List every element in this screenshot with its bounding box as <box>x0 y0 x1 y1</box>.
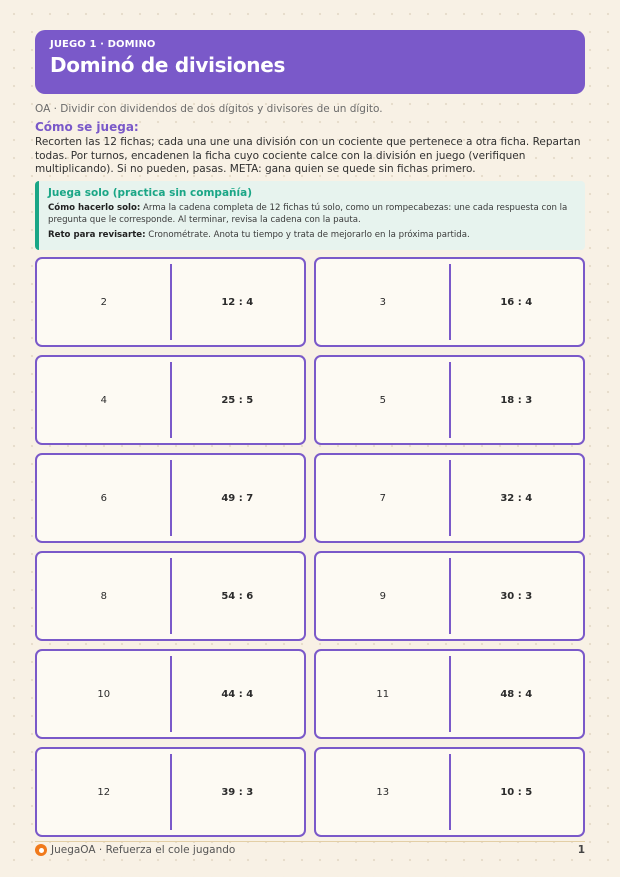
how-to-play-heading: Cómo se juega: <box>35 120 139 134</box>
page-number: 1 <box>577 844 585 856</box>
tile-divider <box>170 264 172 340</box>
domino-tile <box>314 649 585 739</box>
rules-text: Recorten las 12 fichas; cada una une una división con un cociente que pertenece a otra ficha. Repartan todas. Por turnos, encadenen la ficha cuyo cociente calce con la división en juego (verifiquen multiplicando). Si no pueden, pasas. META: gana quien se quede sin fichas primero. <box>35 136 581 175</box>
tile-divider <box>449 656 451 732</box>
target-logo-icon <box>35 844 47 856</box>
domino-tile <box>314 355 585 445</box>
domino-tile <box>314 551 585 641</box>
tile-answer: 3 <box>379 296 386 308</box>
footer-brand: JuegaOA · Refuerza el cole jugando <box>51 844 236 856</box>
domino-tile <box>314 257 585 347</box>
tile-divider <box>170 754 172 830</box>
tile-division: 44 : 4 <box>221 688 254 700</box>
solo-how-text: Arma la cadena completa de 12 fichas tú solo, como un rompecabezas: une cada respuesta con la pregunta que le corresponde. Al terminar, revisa la cadena con la pauta. <box>48 203 568 225</box>
tile-divider <box>449 460 451 536</box>
solo-challenge <box>48 229 575 241</box>
solo-play-box <box>35 181 585 250</box>
tile-divider <box>170 656 172 732</box>
tile-answer: 8 <box>100 590 107 602</box>
tile-division: 49 : 7 <box>221 492 254 504</box>
tile-divider <box>449 558 451 634</box>
tile-answer: 11 <box>376 688 390 700</box>
game-kicker: JUEGO 1 · DOMINO <box>50 39 156 50</box>
domino-grid <box>35 257 585 837</box>
page-title: Dominó de divisiones <box>50 53 286 77</box>
tile-division: 32 : 4 <box>500 492 533 504</box>
domino-tile <box>35 355 306 445</box>
footer-divider <box>35 841 585 842</box>
domino-tile <box>35 551 306 641</box>
tile-division: 12 : 4 <box>221 296 254 308</box>
domino-tile <box>35 453 306 543</box>
domino-tile <box>314 453 585 543</box>
learning-objective: OA · Dividir con dividendos de dos dígitos y divisores de un dígito. <box>35 103 383 115</box>
tile-divider <box>170 460 172 536</box>
solo-how-label: Cómo hacerlo solo: <box>48 203 141 213</box>
tile-division: 18 : 3 <box>500 394 533 406</box>
tile-divider <box>449 362 451 438</box>
page-header <box>35 30 585 94</box>
tile-answer: 6 <box>100 492 107 504</box>
solo-challenge-text: Cronométrate. Anota tu tiempo y trata de mejorarlo en la próxima partida. <box>145 230 470 240</box>
domino-tile <box>35 257 306 347</box>
solo-title: Juega solo (practica sin compañía) <box>48 187 252 199</box>
tile-answer: 12 <box>97 786 111 798</box>
tile-answer: 13 <box>376 786 390 798</box>
domino-tile <box>35 747 306 837</box>
tile-answer: 4 <box>100 394 107 406</box>
solo-how <box>48 202 575 226</box>
tile-divider <box>449 264 451 340</box>
tile-answer: 9 <box>379 590 386 602</box>
tile-division: 48 : 4 <box>500 688 533 700</box>
tile-division: 25 : 5 <box>221 394 254 406</box>
domino-tile <box>35 649 306 739</box>
tile-division: 30 : 3 <box>500 590 533 602</box>
page-footer <box>35 844 585 856</box>
tile-division: 54 : 6 <box>221 590 254 602</box>
tile-divider <box>449 754 451 830</box>
tile-division: 10 : 5 <box>500 786 533 798</box>
tile-answer: 2 <box>100 296 107 308</box>
tile-answer: 7 <box>379 492 386 504</box>
tile-answer: 10 <box>97 688 111 700</box>
tile-divider <box>170 558 172 634</box>
tile-divider <box>170 362 172 438</box>
domino-tile <box>314 747 585 837</box>
solo-challenge-label: Reto para revisarte: <box>48 230 146 240</box>
tile-division: 39 : 3 <box>221 786 254 798</box>
tile-division: 16 : 4 <box>500 296 533 308</box>
tile-answer: 5 <box>379 394 386 406</box>
